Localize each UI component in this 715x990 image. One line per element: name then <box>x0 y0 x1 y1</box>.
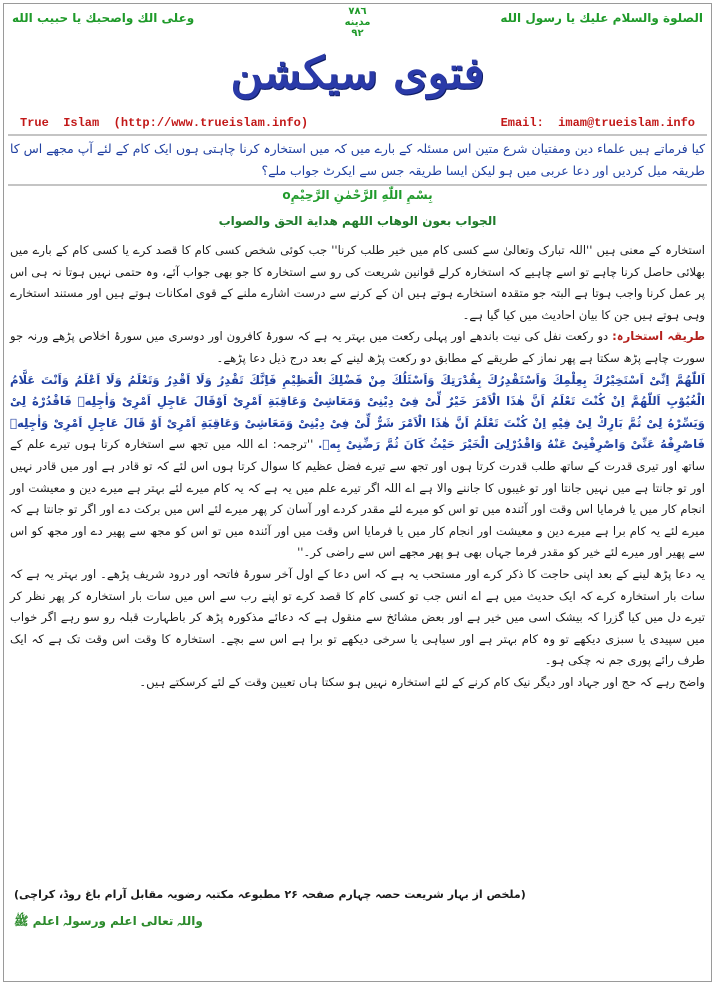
header-92: ٩٢ <box>351 28 364 39</box>
site-link[interactable]: True Islam (http://www.trueislam.info) <box>20 116 309 130</box>
method-label: طریقہ استخارہ: <box>612 329 705 344</box>
fatwa-page <box>3 3 712 982</box>
paragraph-method <box>10 326 705 369</box>
paragraph-after-dua: یہ دعا پڑھ لینے کے بعد اپنی حاجت کا ذکر کرے اور مستحب یہ ہے کہ اس دعا کے اول آخر سورۂ فاتحہ اور درود شریف پڑھے۔ اور بہتر یہ ہے کہ سات بار استخارہ کرے کہ ایک حدیث میں ہے اے انس جب تو کسی کام کا قصد کرے تو اپنے رب سے اس میں سات بار استخارہ کر پھر نظر کر تیرے دل میں کیا گزرا کہ بیشک اسی میں خیر ہے اور بعض مشائخ سے منقول ہے کہ دعائے مذکورہ پڑھ کر باطہارت قبلہ رو سو رہے اگر خواب میں سپیدی یا سبزی دیکھے تو وہ کام بہتر ہے اور سیاہی یا سرخی دیکھے تو برا ہے اس سے بچے۔ استخارہ کا وقت اس وقت تک ہے کہ ایک طرف رائے پوری جم نہ چکی ہو۔ <box>10 566 705 668</box>
contact-line <box>20 116 695 130</box>
answer-body <box>10 240 705 693</box>
header-salutation-left: وعلى الك واصحبك يا حبيب الله <box>12 11 195 25</box>
email-link[interactable]: Email: imam@trueislam.info <box>500 116 695 130</box>
divider <box>8 134 707 136</box>
bismillah: بِسْمِ اللّٰهِ الرَّحْمٰنِ الرَّحِيْمِo <box>282 188 433 202</box>
answer-heading: الجواب بعون الوهاب اللهم هداية الحق والصواب <box>218 214 497 228</box>
method-text: دو رکعت نفل کی نیت باندھے اور پہلی رکعت میں بہتر یہ ہے کہ سورۂ کافرون اور دوسری میں سورۂ اخلاص پڑھے ورنہ جو سورت چاہے پڑھ سکتا ہے پھر نماز کے طریقے کے مطابق دو رکعت پڑھ لینے کے بعد درج ذیل دعا پڑھے۔ <box>10 329 705 365</box>
header-madina: مدينه <box>344 17 371 28</box>
header-salutation-right: الصلوة والسلام عليك يا رسول الله <box>500 11 703 25</box>
dua-arabic: اَللّٰهُمَّ اِنِّیْ اَسْتَخِيْرُكَ بِعِلْمِكَ وَاَسْتَقْدِرُكَ بِقُدْرَتِكَ وَاَسْئَلُكَ مِنْ فَضْلِكَ الْعَظِيْمِ فَاِنَّكَ تَقْدِرُ وَلَا اَقْدِرُ وَتَعْلَمُ وَلَا اَعْلَمُ وَاَنْتَ عَلَّامُ الْغُيُوْبِ اَللّٰهُمَّ اِنْ كُنْتَ تَعْلَمُ اَنَّ هٰذَا الْاَمْرَ خَيْرٌ لِّیْ فِیْ دِيْنِیْ وَمَعَاشِیْ وَعَاقِبَةِ اَمْرِیْ اَوْقَالَ عَاجِلِ اَمْرِیْ وَاٰجِلِهٖ فَاقْدُرْهُ لِیْ وَيَسِّرْهُ لِیْ ثُمَّ بَارِكْ لِیْ فِيْهِ اِنْ كُنْتَ تَعْلَمُ اَنَّ هٰذَا الْاَمْرَ شَرٌّ لِّیْ فِیْ دِيْنِیْ وَمَعَاشِیْ وَعَاقِبَةِ اَمْرِیْ اَوْ قَالَ عَاجِلِ اَمْرِیْ وَاٰجِلِهٖ فَاصْرِفْهُ عَنِّیْ وَاصْرِفْنِیْ عَنْهُ وَاقْدُرْلِیَ الْخَيْرَ حَيْثُ كَانَ ثُمَّ رَضِّنِیْ بِهٖ. <box>10 372 706 452</box>
paragraph-meaning: استخارہ کے معنی ہیں ''اللہ تبارک وتعالیٰ سے کسی کام میں خیر طلب کرنا'' جب کوئی شخص کسی کام کا قصد کرے یا کسی کام کے بارے میں بھلائی حاصل کرنا چاہے تو اسے چاہیے کہ استخارہ کرلے قوانین شریعت کی رو سے استخارہ کا جو بھی جواب آئے، وہ حتمی نہیں ہوتا نہ ہی اس پر عمل کرنا واجب ہوتا ہے البتہ جو متقدہ استخارے ہوتے ہیں ان کے کرنے سے درست اشارے ملنے کے قوی امکانات ہوتے ہیں اور مستند استخارے وہی ہوتے ہیں جن کا بیان احادیث میں کیا گیا ہے۔ <box>10 243 705 322</box>
paragraph-dua <box>10 370 705 564</box>
question-text: کیا فرماتے ہیں علماء دین ومفتیان شرع متین اس مسئلہ کے بارے میں کہ میں استخارہ کرنا چاہتی ہوں ایک کام کے لئے آپ مجھے اس کا طریقہ میل کردیں اور دعا عربی میں ہو لیکن ایسا طریقہ جس سے ایکرٹ جواب ملے؟ <box>10 141 705 178</box>
header-786: ٧٨٦ <box>348 6 367 17</box>
reference-note: (ملخص از بہار شریعت حصہ چہارم صفحہ ۲۶ مطبوعہ مکتبہ رضویہ مقابل آرام باغ روڈ، کراچی) <box>14 888 526 901</box>
closing-phrase: واللہ تعالی اعلم ورسولہ اعلم ﷺ <box>14 914 203 928</box>
dua-translation: ''ترجمہ: اے اللہ میں تجھ سے استخارہ کرتا ہوں تیرے علم کے ساتھ اور تیری قدرت کے ساتھ طلب قدرت کرتا ہوں اور تجھ سے تیرے فضل عظیم کا سوال کرتا ہوں اس لئے کہ تو قادر ہے اور میں قادر نہیں اور تو جانتا ہے میں نہیں جانتا اور تو غیبوں کا جاننے والا ہے اے اللہ اگر تیرے علم میں یہ ہے کہ یہ کام میرے لئے بہتر ہے میرے دین و معیشت اور انجام کار میں یا فرمایا اس وقت اور آئندہ میں تو اس کو میرے لئے مقدر کردے اور آسان کر پھر میرے لئے اس میں برکت دے اور اگر تو جانتا ہے کہ میرے لئے یہ کام برا ہے میرے دین و معیشت اور انجام کار میں یا فرمایا اس وقت میں اور آئندہ میں تو اس کو مجھ سے پھیر دے اور مجھ کو اس سے پھیر اور میرے لئے خیر کو مقدر فرما جہاں بھی ہو پھر مجھے اس سے راضی کر۔'' <box>10 437 705 560</box>
divider <box>8 184 707 186</box>
paragraph-note: واضح رہے کہ حج اور جہاد اور دیگر نیک کام کرنے کے لئے استخارہ نہیں ہو سکتا ہاں تعیین وقت کے لئے کرسکتے ہیں۔ <box>139 674 705 689</box>
page-title: فتوی سیکشن <box>230 48 485 99</box>
